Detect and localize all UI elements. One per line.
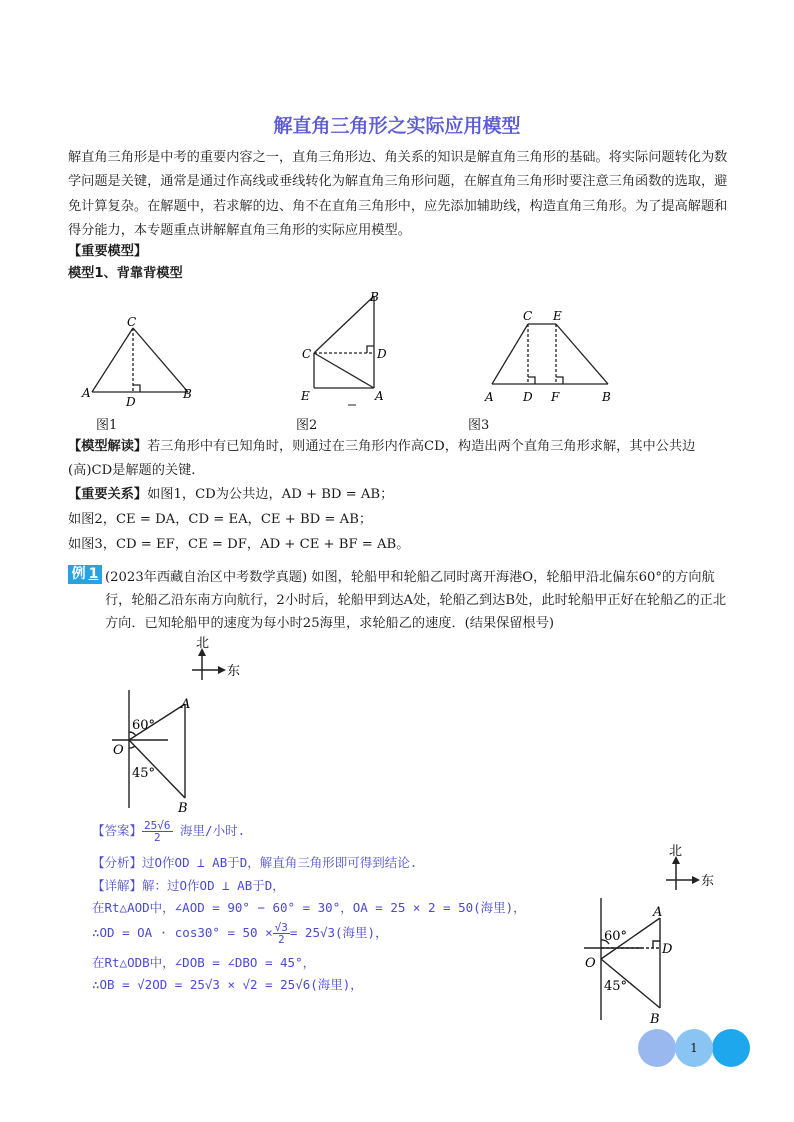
fig3-label-b: B — [602, 390, 611, 404]
fig2-label-b: B — [370, 290, 379, 304]
example-angle-45: 45° — [132, 766, 156, 781]
page-deco-circle-left — [638, 1029, 676, 1067]
fig2-label-c: C — [302, 347, 312, 361]
relations-line-2: 如图2，CE = DA，CD = EA，CE + BD = AB； — [68, 512, 373, 527]
fig3-label-e: E — [553, 309, 562, 323]
figure-2 — [298, 286, 398, 410]
model-interpretation — [68, 435, 736, 483]
example-figure — [108, 688, 218, 816]
solution-compass-north: 北 — [669, 844, 683, 859]
fig2-label-a: A — [375, 389, 384, 403]
example-label-o: O — [113, 743, 124, 758]
example-badge-label: 例 — [71, 566, 86, 582]
fig3-label-d: D — [523, 390, 533, 404]
analysis-label: 【分析】 — [92, 855, 143, 870]
example-label-a: A — [181, 697, 191, 712]
fig2-label-e: E — [301, 389, 310, 403]
relations-line-1 — [68, 485, 393, 505]
analysis-line — [92, 853, 417, 873]
example-label-b: B — [178, 801, 188, 816]
analysis-text: 过O作OD ⊥ AB于D，解直角三角形即可得到结论. — [142, 855, 418, 870]
answer-denominator: 2 — [153, 831, 161, 844]
answer-label: 【答案】 — [92, 823, 143, 838]
page-deco-circle-right — [712, 1029, 750, 1067]
example-compass — [186, 634, 246, 688]
example-badge — [68, 565, 102, 584]
fig1-caption: 图1 — [96, 418, 118, 433]
fig3-label-a: A — [485, 390, 494, 404]
example-text: (2023年西藏自治区中考数学真题) 如图，轮船甲和轮船乙同时离开海港O，轮船甲沿北偏东60°的方向航行，轮船乙沿东南方向航行，2小时后，轮船甲到达A处，轮船乙到达B处，此时轮船甲正好在轮船乙的正北方向．已知轮船甲的速度为每小时25海里，求轮船乙的速度．(结果保留根号) — [105, 570, 727, 631]
model-title: 模型1、背靠背模型 — [68, 266, 183, 281]
solution-compass-east: 东 — [701, 874, 715, 889]
detail-label: 【详解】 — [92, 878, 143, 893]
fig3-label-c: C — [523, 309, 533, 323]
fig1-label-c: C — [127, 315, 137, 329]
fig3-label-f: F — [551, 390, 560, 404]
compass-north: 北 — [196, 636, 210, 651]
detail-line-1 — [92, 876, 285, 896]
detail-3-post: = 25√3(海里)， — [289, 925, 388, 940]
answer-numerator: 25√6 — [144, 819, 171, 832]
model-interp-label: 【模型解读】 — [68, 439, 148, 454]
fig3-caption: 图3 — [468, 418, 490, 433]
model-interp-text: 若三角形中有已知角时，则通过在三角形内作高CD，构造出两个直角三角形求解，其中公共边(高)CD是解题的关键. — [68, 439, 696, 478]
detail-1-text: 解：过O作OD ⊥ AB于D， — [142, 878, 285, 893]
solution-figure — [582, 896, 702, 1028]
solution-compass — [658, 840, 722, 896]
relations-line-1-text: 如图1，CD为公共边，AD + BD = AB； — [147, 487, 394, 502]
figure-1 — [80, 312, 200, 412]
example-number: 1 — [88, 566, 99, 582]
section-header: 【重要模型】 — [68, 244, 148, 259]
page-title: 解直角三角形之实际应用模型 — [273, 115, 521, 137]
solution-label-d: D — [662, 942, 673, 957]
solution-label-a: A — [653, 905, 663, 920]
detail-3-denominator: 2 — [277, 933, 285, 946]
example-angle-60: 60° — [132, 718, 156, 733]
solution-angle-60: 60° — [604, 929, 628, 944]
detail-line-4: 在Rt△ODB中，∠DOB = ∠DBO = 45°， — [92, 955, 316, 970]
compass-east: 东 — [227, 664, 241, 679]
solution-label-b: B — [650, 1012, 660, 1027]
figure-3 — [480, 304, 620, 410]
solution-angle-45: 45° — [604, 979, 628, 994]
detail-line-5: ∴OB = √2OD = 25√3 × √2 = 25√6(海里)， — [92, 977, 363, 992]
page-number: 1 — [675, 1029, 713, 1067]
answer-line — [92, 820, 245, 843]
relations-label: 【重要关系】 — [68, 487, 148, 502]
fig1-label-d: D — [126, 395, 136, 409]
fig2-caption: 图2 — [296, 418, 318, 433]
fig1-label-a: A — [82, 386, 91, 400]
solution-label-o: O — [585, 956, 596, 971]
fig2-label-d: D — [377, 347, 387, 361]
detail-3-numerator: √3 — [274, 921, 288, 934]
detail-line-3 — [92, 922, 388, 945]
fig1-label-b: B — [183, 387, 192, 401]
answer-unit: 海里/小时. — [180, 823, 246, 838]
detail-line-2: 在Rt△AOD中，∠AOD = 90° − 60° = 30°，OA = 25 × 2 = 50(海里)， — [92, 900, 526, 915]
detail-3-pre: ∴OD = OA · cos30° = 50 × — [92, 925, 273, 940]
intro-paragraph: 解直角三角形是中考的重要内容之一，直角三角形边、角关系的知识是解直角三角形的基础。将实际问题转化为数学问题是关键，通常是通过作高线或垂线转化为解直角三角形问题，在解直角三角形时要注意三角函数的选取，避免计算复杂。在解题中，若求解的边、角不在直角三角形中，应先添加辅助线，构造直角三角形。为了提高解题和得分能力，本专题重点讲解解直角三角形的实际应用模型。 — [68, 150, 728, 239]
relations-line-3: 如图3，CD = EF，CE = DF，AD + CE + BF = AB。 — [68, 537, 410, 552]
